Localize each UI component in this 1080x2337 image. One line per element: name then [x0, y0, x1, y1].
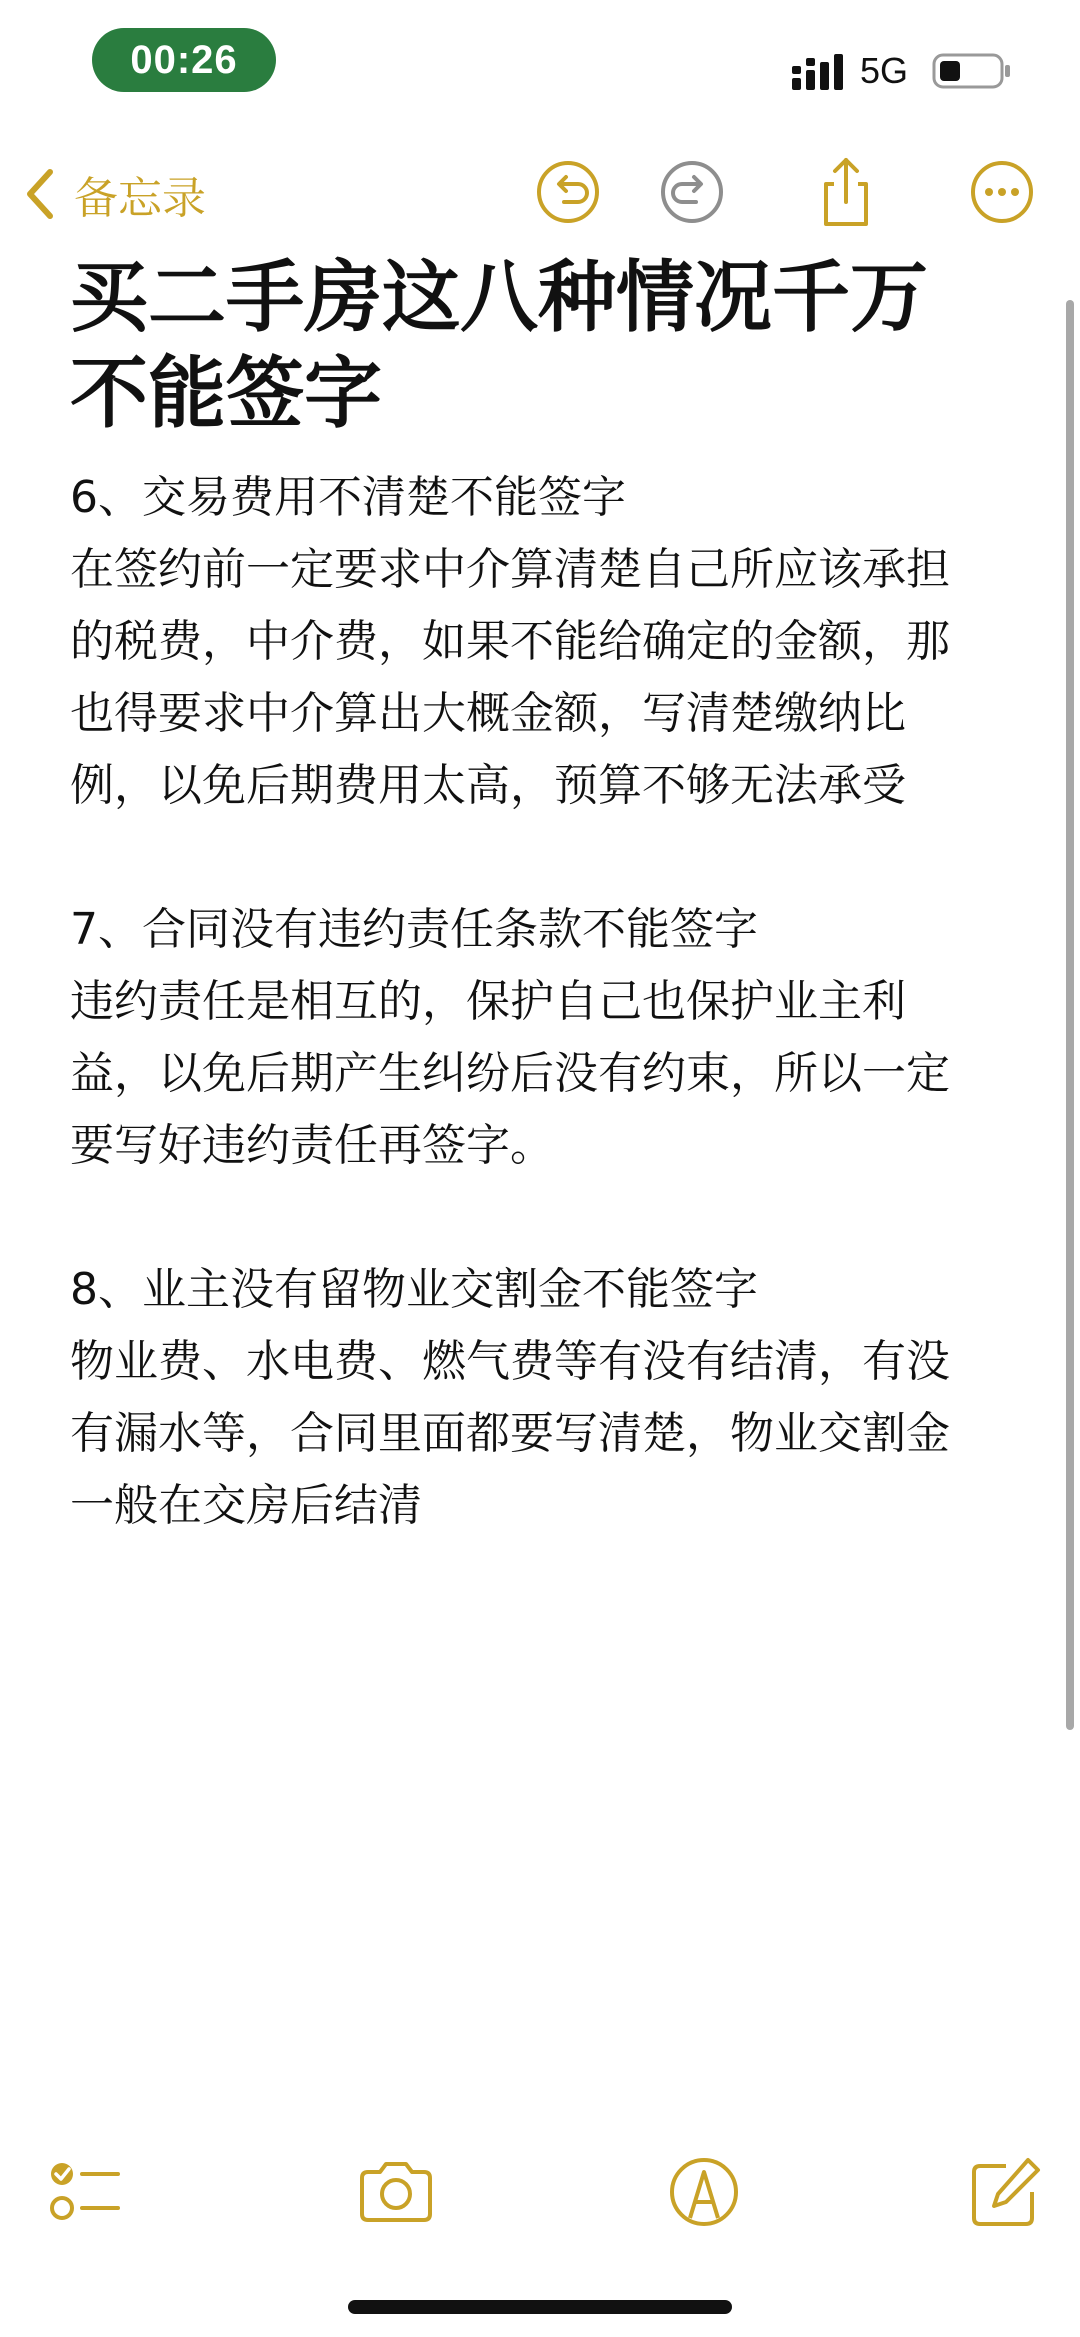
- home-indicator[interactable]: [348, 2300, 732, 2314]
- compose-button[interactable]: [966, 2152, 1046, 2232]
- camera-icon: [356, 2152, 436, 2232]
- markup-pen-icon: [664, 2152, 744, 2232]
- redo-icon: [654, 154, 730, 230]
- chevron-left-icon: [20, 164, 60, 224]
- note-title: 买二手房这八种情况千万不能签字: [70, 253, 929, 439]
- section-body: 在签约前一定要求中介算清楚自己所应该承担的税费，中介费，如果不能给确定的金额，那也得要求中介算出大概金额，写清楚缴纳比例，以免后期费用太高，预算不够无法承受: [70, 544, 950, 811]
- redo-button[interactable]: [654, 154, 730, 230]
- bottom-toolbar: [0, 2140, 1080, 2240]
- note-section-7: [70, 894, 990, 1182]
- section-heading: 8、业主没有留物业交割金不能签字: [70, 1264, 758, 1315]
- back-button[interactable]: [20, 158, 206, 230]
- share-icon: [808, 154, 884, 230]
- note-section-6: [70, 462, 990, 822]
- more-icon: [964, 154, 1040, 230]
- section-body: 违约责任是相互的，保护自己也保护业主利益，以免后期产生纠纷后没有约束，所以一定要写好违约责任再签字。: [70, 976, 950, 1171]
- share-button[interactable]: [808, 154, 884, 230]
- network-type: 5G: [860, 50, 909, 91]
- compose-icon: [966, 2152, 1046, 2232]
- battery-icon: [932, 52, 1012, 90]
- cellular-signal-icon: [790, 52, 848, 92]
- back-label: 备忘录: [74, 173, 206, 224]
- more-button[interactable]: [964, 154, 1040, 230]
- markup-button[interactable]: [664, 2152, 744, 2232]
- blank-line: [70, 1182, 990, 1254]
- blank-line: [70, 822, 990, 894]
- undo-icon: [530, 154, 606, 230]
- section-heading: 7、合同没有违约责任条款不能签字: [70, 904, 758, 955]
- note-section-8: [70, 1254, 990, 1542]
- status-bar: [0, 0, 1080, 130]
- note-content[interactable]: [70, 250, 990, 1542]
- scrollbar[interactable]: [1066, 300, 1074, 1730]
- checklist-button[interactable]: [46, 2152, 126, 2232]
- checklist-icon: [46, 2152, 126, 2232]
- undo-button[interactable]: [530, 154, 606, 230]
- status-time: 00:26: [92, 28, 276, 92]
- camera-button[interactable]: [356, 2152, 436, 2232]
- section-heading: 6、交易费用不清楚不能签字: [70, 472, 626, 523]
- section-body: 物业费、水电费、燃气费等有没有结清，有没有漏水等，合同里面都要写清楚，物业交割金一般在交房后结清: [70, 1336, 950, 1531]
- nav-bar: [0, 140, 1080, 250]
